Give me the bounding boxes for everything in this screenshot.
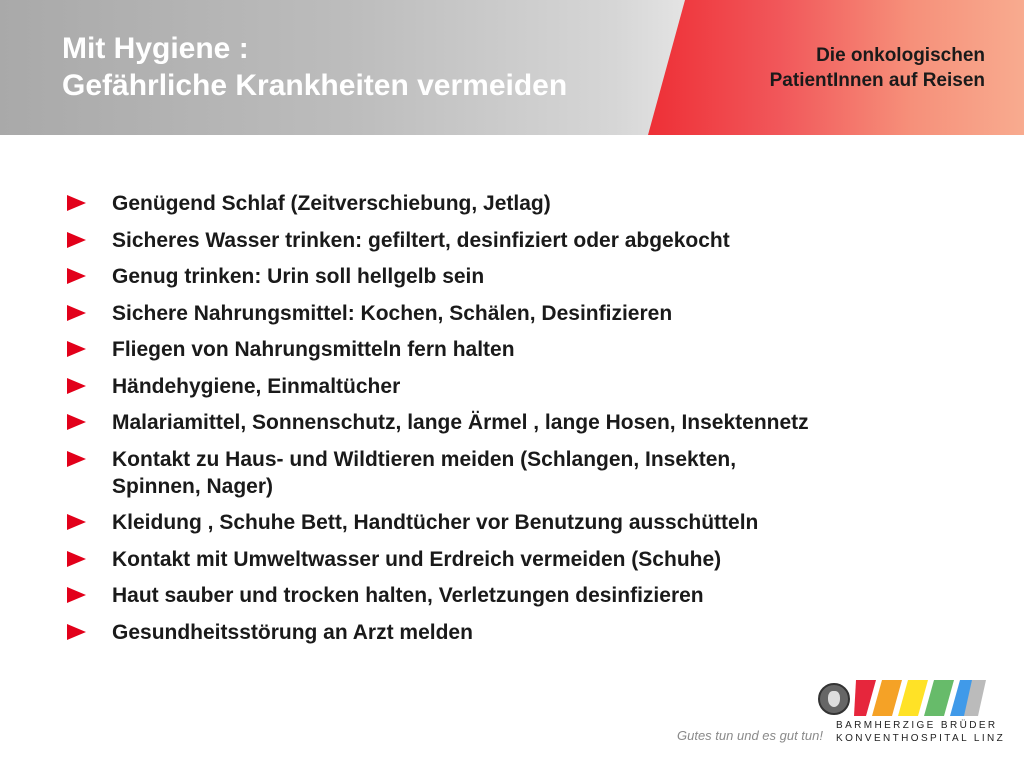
bullet-text: Kleidung , Schuhe Bett, Handtücher vor Benutzung ausschütteln (112, 511, 759, 534)
bullet-triangle-icon (67, 587, 86, 603)
bullet-triangle-icon (67, 624, 86, 640)
presentation-subtitle (770, 43, 985, 93)
bullet-item (64, 409, 984, 436)
bullet-text: Gesundheitsstörung an Arzt melden (112, 620, 473, 644)
logo-stripe (854, 680, 876, 716)
bullet-triangle-icon (67, 451, 86, 467)
logo-stripe (898, 680, 928, 716)
slide-title-line-1: Mit Hygiene : (62, 32, 249, 65)
bullet-triangle-icon (67, 341, 86, 357)
bullet-text: Kontakt mit Umweltwasser und Erdreich vermeiden (Schuhe) (112, 547, 722, 571)
bullet-triangle-icon (67, 305, 86, 321)
bullet-list (64, 190, 984, 655)
bullet-triangle-icon (67, 195, 86, 211)
bullet-item (64, 546, 984, 573)
bullet-text: Sicheres Wasser trinken: gefiltert, desinfiziert oder abgekocht (112, 228, 730, 252)
bullet-item (64, 582, 984, 609)
bullet-text: Genügend Schlaf (Zeitverschiebung, Jetlag) (112, 192, 551, 215)
bullet-item (64, 619, 984, 646)
hospital-logo (818, 680, 1006, 750)
bullet-text: Haut sauber und trocken halten, Verletzungen desinfizieren (112, 584, 704, 607)
order-seal-icon (818, 683, 850, 715)
bullet-item (64, 509, 984, 536)
logo-stripe (872, 680, 902, 716)
bullet-item (64, 446, 984, 500)
bullet-text: Malariamittel, Sonnenschutz, lange Ärmel , lange Hosen, Insektennetz (112, 411, 809, 434)
bullet-text: Fliegen von Nahrungsmitteln fern halten (112, 338, 515, 361)
bullet-text: Genug trinken: Urin soll hellgelb sein (112, 265, 485, 288)
bullet-item (64, 190, 984, 217)
bullet-item (64, 336, 984, 363)
bullet-item (64, 263, 984, 290)
bullet-text: Händehygiene, Einmaltücher (112, 374, 401, 398)
logo-stripe (924, 680, 954, 716)
slide-title-line-2: Gefährliche Krankheiten vermeiden (62, 69, 568, 102)
subtitle-line-1: Die onkologischen (816, 45, 985, 66)
bullet-triangle-icon (67, 232, 86, 248)
bullet-text: Sichere Nahrungsmittel: Kochen, Schälen, Desinfizieren (112, 301, 673, 325)
footer-slogan: Gutes tun und es gut tun! (677, 728, 823, 743)
brand-line-2: KONVENTHOSPITAL LINZ (836, 733, 1006, 744)
bullet-text: Spinnen, Nager) (112, 474, 274, 498)
bullet-text: Kontakt zu Haus- und Wildtieren meiden (Schlangen, Insekten, (112, 447, 737, 471)
rainbow-stripes-logo (854, 680, 986, 716)
bullet-item (64, 300, 984, 327)
brand-line-1: BARMHERZIGE BRÜDER (836, 720, 998, 731)
subtitle-line-2: PatientInnen auf Reisen (769, 70, 985, 91)
bullet-triangle-icon (67, 551, 86, 567)
bullet-triangle-icon (67, 414, 86, 430)
bullet-item (64, 227, 984, 254)
bullet-triangle-icon (67, 268, 86, 284)
bullet-triangle-icon (67, 514, 86, 530)
bullet-triangle-icon (67, 378, 86, 394)
bullet-item (64, 373, 984, 400)
slide-title (62, 30, 567, 104)
slide-header (0, 0, 1024, 135)
